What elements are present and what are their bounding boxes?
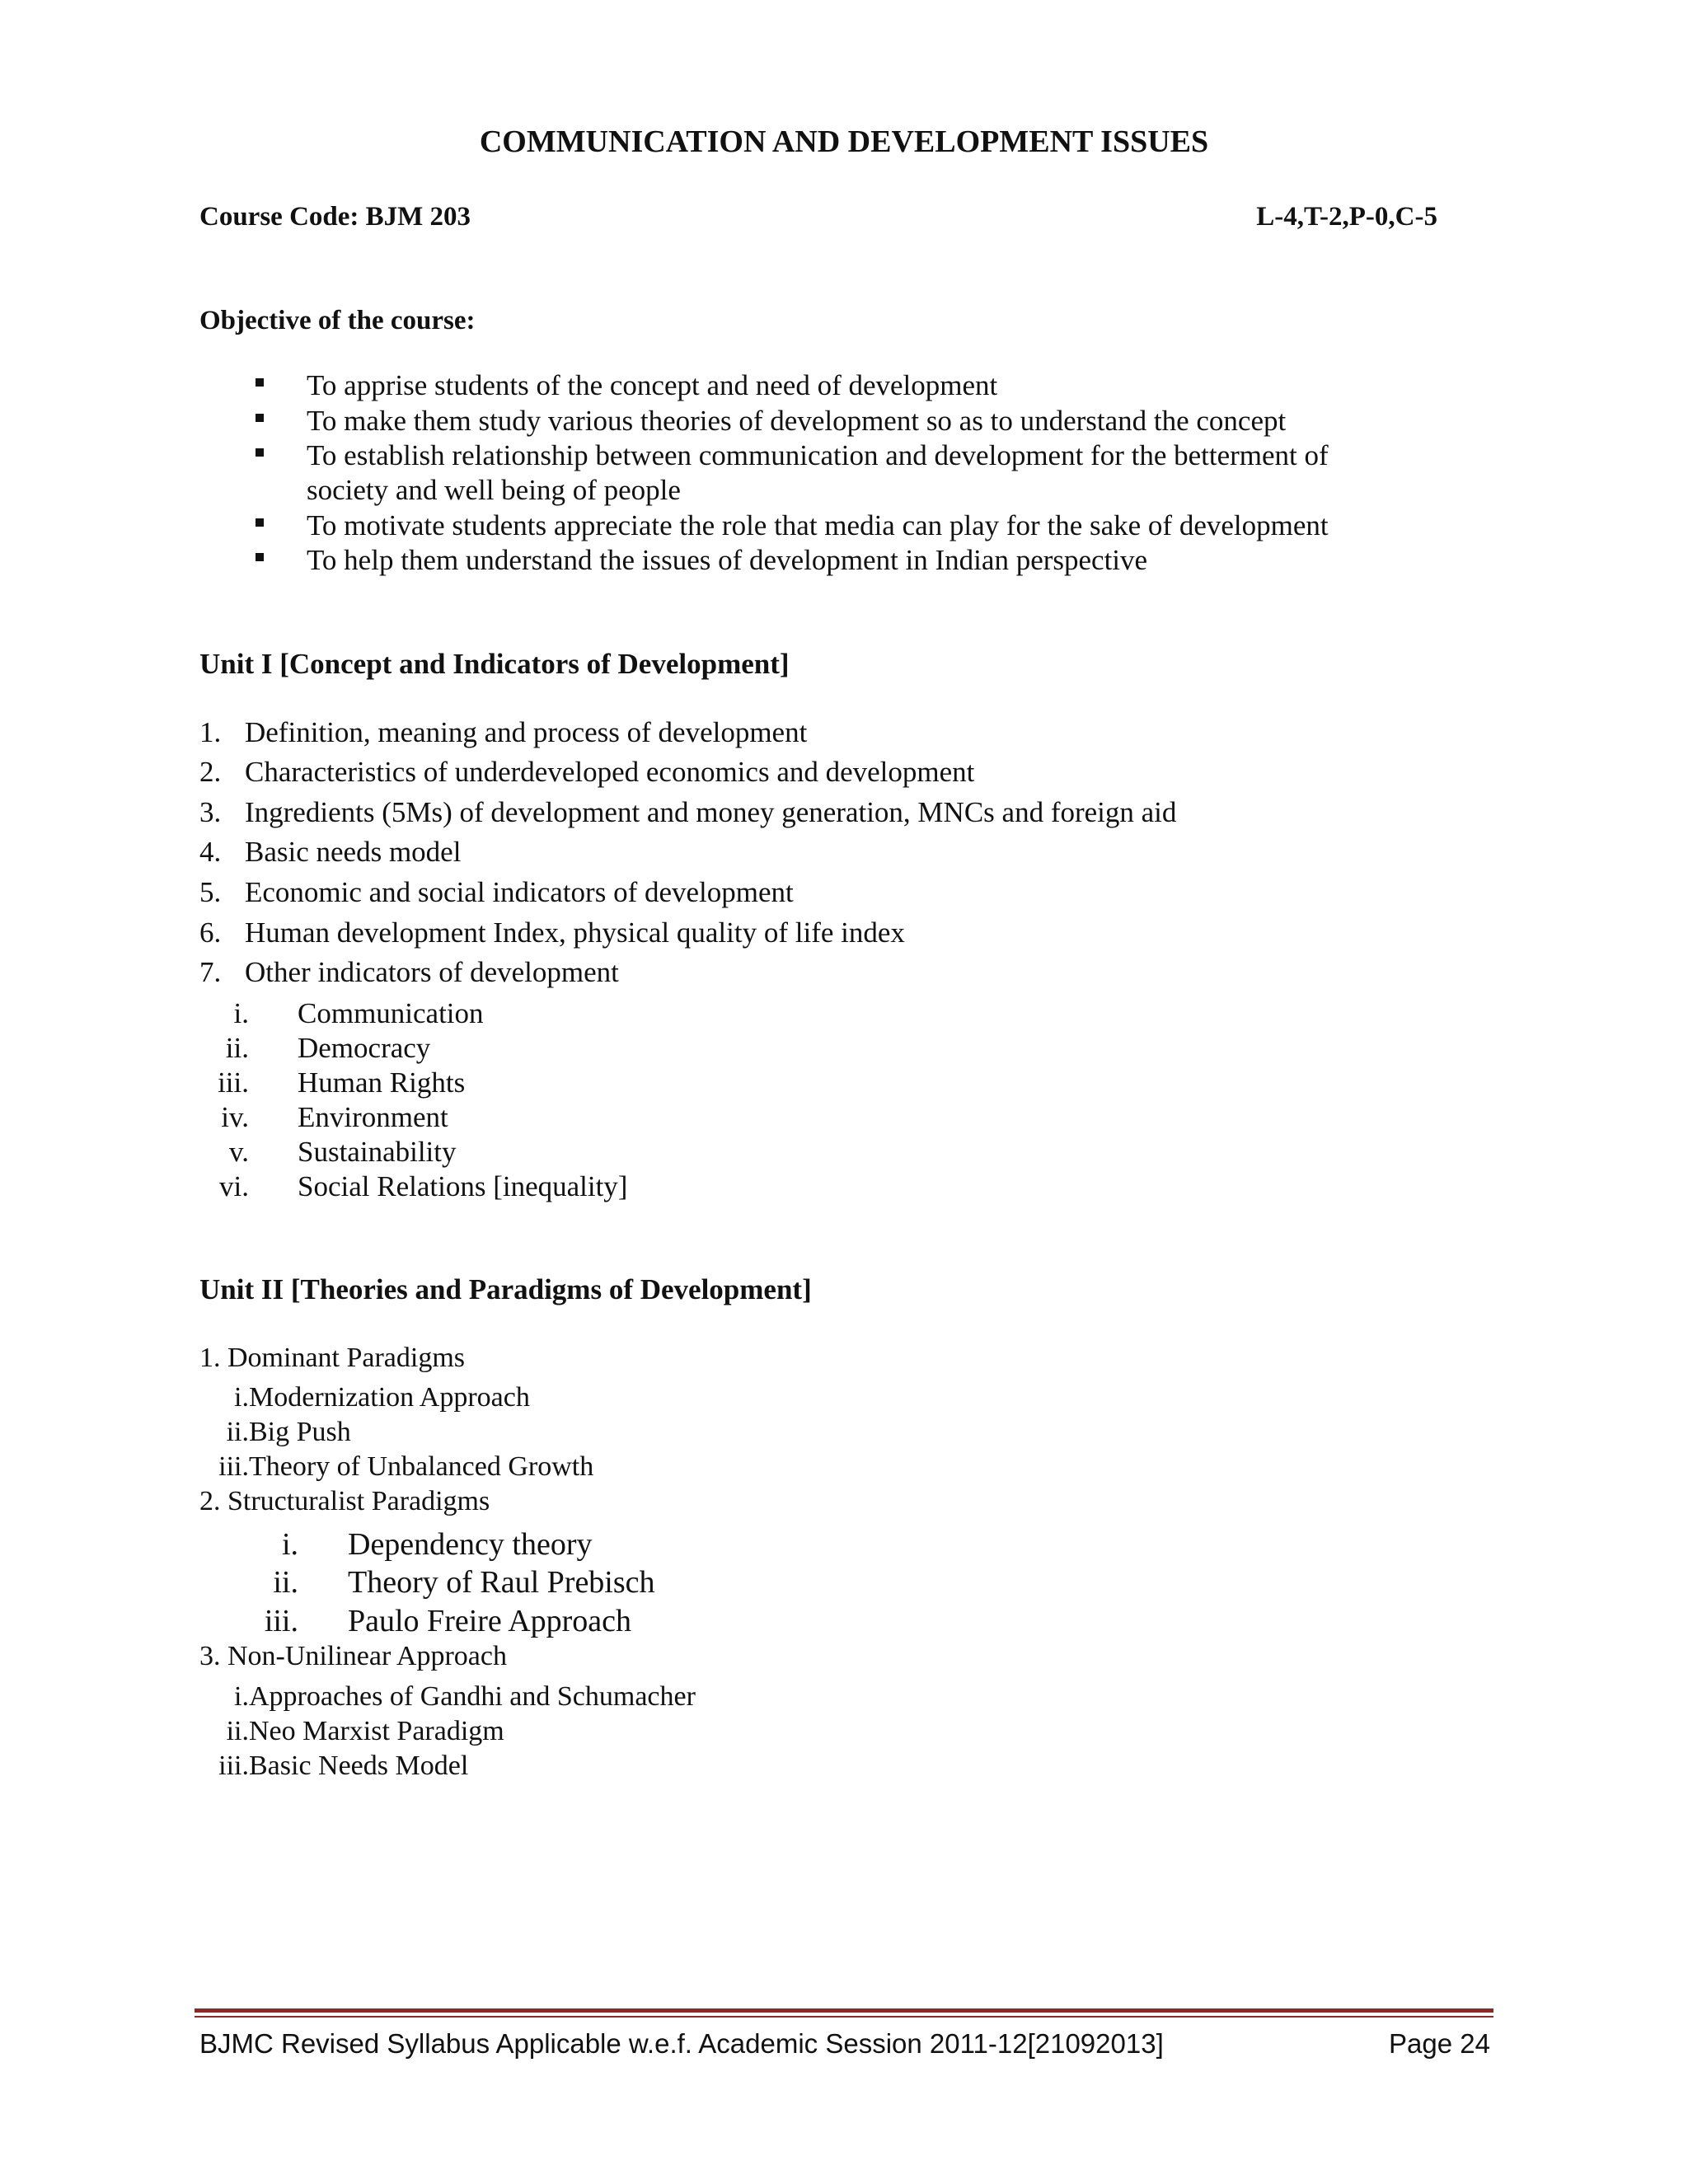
list-number: 5.	[199, 876, 222, 908]
list-item: Basic needs model	[245, 836, 462, 868]
sublist-item: Theory of Raul Prebisch	[348, 1565, 655, 1600]
sublist-number: ii.	[226, 1417, 249, 1447]
list-item: Human development Index, physical quality of life index	[245, 916, 905, 949]
objective-item-continuation: society and well being of people	[307, 474, 681, 506]
page-number: Page 24	[1389, 2028, 1490, 2059]
objective-heading: Objective of the course:	[199, 306, 476, 335]
unit-2-heading: Unit II [Theories and Paradigms of Development]	[199, 1273, 812, 1305]
objective-item: To help them understand the issues of development in Indian perspective	[307, 544, 1148, 576]
list-item: Other indicators of development	[245, 956, 619, 988]
sublist-item: Theory of Unbalanced Growth	[249, 1451, 594, 1482]
list-number: 1.	[199, 716, 222, 748]
objective-item: To apprise students of the concept and need of development	[307, 369, 998, 401]
objective-item: To establish relationship between communication and development for the betterment of	[307, 439, 1329, 471]
list-number: 2.	[199, 756, 222, 788]
sublist-number: i.	[281, 1527, 298, 1562]
paradigm-heading: 1. Dominant Paradigms	[199, 1343, 466, 1373]
sublist-item: Big Push	[249, 1417, 351, 1447]
sublist-number: ii.	[225, 1032, 249, 1064]
footer-rule	[195, 2008, 1493, 2013]
sublist-number: iii.	[264, 1604, 298, 1638]
bullet-icon	[256, 448, 264, 457]
sublist-item: Dependency theory	[348, 1527, 593, 1562]
sublist-number: iv.	[221, 1101, 249, 1133]
sublist-item: Modernization Approach	[249, 1382, 530, 1413]
sublist-item: Basic Needs Model	[249, 1750, 469, 1781]
credit-structure: L-4,T-2,P-0,C-5	[1256, 202, 1437, 232]
sublist-number: ii.	[226, 1716, 249, 1746]
sublist-item: Social Relations [inequality]	[298, 1170, 628, 1202]
sublist-item: Communication	[298, 997, 484, 1029]
list-number: 6.	[199, 916, 222, 949]
sublist-number: i.	[234, 1382, 249, 1413]
bullet-icon	[256, 518, 264, 527]
bullet-icon	[256, 553, 264, 561]
objective-item: To motivate students appreciate the role that media can play for the sake of development	[307, 509, 1329, 541]
unit-1-heading: Unit I [Concept and Indicators of Development]	[199, 648, 790, 680]
list-item: Ingredients (5Ms) of development and money generation, MNCs and foreign aid	[245, 796, 1177, 828]
sublist-item: Paulo Freire Approach	[348, 1604, 632, 1638]
sublist-number: i.	[233, 997, 249, 1029]
sublist-number: ii.	[273, 1565, 298, 1600]
sublist-item: Environment	[298, 1101, 448, 1133]
sublist-number: vi.	[219, 1170, 249, 1202]
paradigm-heading: 3. Non-Unilinear Approach	[199, 1641, 507, 1671]
sublist-item: Sustainability	[298, 1136, 457, 1168]
sublist-item: Democracy	[298, 1032, 431, 1064]
course-code: Course Code: BJM 203	[199, 202, 471, 232]
sublist-item: Human Rights	[298, 1066, 466, 1099]
list-number: 4.	[199, 836, 222, 868]
footer-text: BJMC Revised Syllabus Applicable w.e.f. Academic Session 2011-12[21092013]	[199, 2028, 1164, 2059]
sublist-number: v.	[229, 1136, 249, 1168]
objective-item: To make them study various theories of development so as to understand the concept	[307, 405, 1287, 437]
list-item: Economic and social indicators of development	[245, 876, 794, 908]
list-number: 3.	[199, 796, 222, 828]
sublist-item: Approaches of Gandhi and Schumacher	[249, 1681, 696, 1712]
list-item: Definition, meaning and process of development	[245, 716, 808, 748]
bullet-icon	[256, 378, 264, 387]
sublist-item: Neo Marxist Paradigm	[249, 1716, 504, 1746]
list-item: Characteristics of underdeveloped economics and development	[245, 756, 975, 788]
bullet-icon	[256, 414, 264, 422]
sublist-number: iii.	[218, 1750, 249, 1781]
footer-rule-thin	[195, 2016, 1493, 2018]
page-title: COMMUNICATION AND DEVELOPMENT ISSUES	[479, 124, 1209, 159]
list-number: 7.	[199, 956, 222, 988]
sublist-number: i.	[234, 1681, 249, 1712]
sublist-number: iii.	[218, 1451, 249, 1482]
sublist-number: iii.	[218, 1066, 249, 1099]
paradigm-heading: 2. Structuralist Paradigms	[199, 1486, 490, 1516]
